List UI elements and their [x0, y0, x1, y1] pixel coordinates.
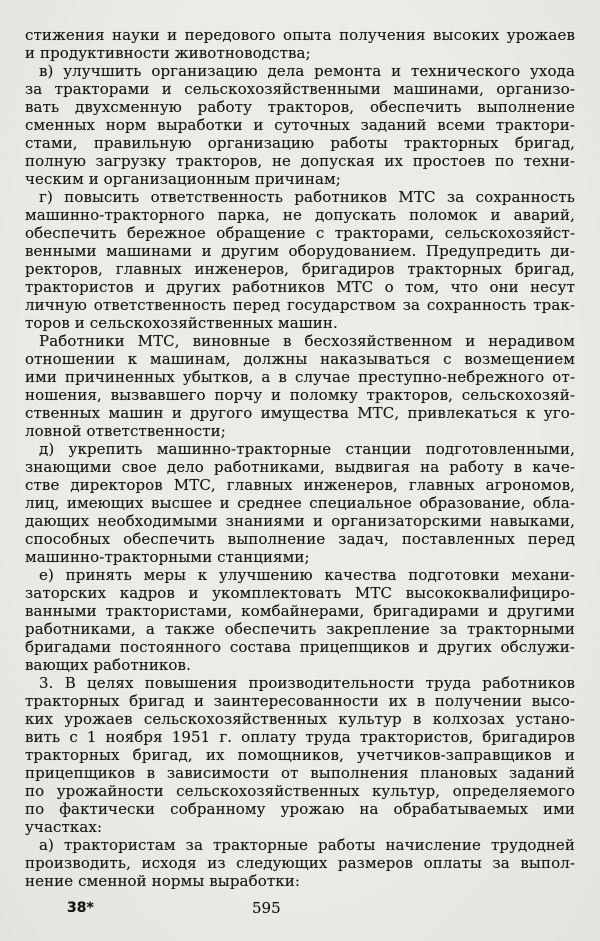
text-line: торов и сельскохозяйственных машин. — [25, 314, 338, 332]
page-footer — [0, 899, 600, 921]
text-line: сменных норм выработки и суточных заданий всеми трактори- — [25, 116, 575, 134]
text-line: по фактически собранному урожаю на обрабатываемых ими — [25, 800, 575, 818]
text-line: ректоров, главных инженеров, бригадиров тракторных бригад, — [25, 260, 575, 278]
text-line: е) принять меры к улучшению качества подготовки механи- — [39, 566, 575, 584]
text-line: вающих работников. — [25, 656, 191, 674]
text-line: способных обеспечить выполнение задач, поставленных перед — [25, 530, 575, 548]
text-line: тракторных бригад, их помощников, учетчиков-заправщиков и — [25, 746, 575, 764]
text-line: заторских кадров и укомплектовать МТС высококвалифициро- — [25, 584, 575, 602]
text-line: знающими свое дело работниками, выдвигая на работу в каче- — [25, 458, 575, 476]
text-line: полную загрузку тракторов, не допуская их простоев по техни- — [25, 152, 575, 170]
text-line: машинно-тракторными станциями; — [25, 548, 310, 566]
text-line: ванными трактористами, комбайнерами, бригадирами и другими — [25, 602, 575, 620]
text-line: дающих необходимыми знаниями и организаторскими навыками, — [25, 512, 575, 530]
text-line: ственных машин и другого имущества МТС, привлекаться к уго- — [25, 404, 575, 422]
text-line: г) повысить ответственность работников МТС за сохранность — [39, 188, 575, 206]
page-text — [25, 26, 575, 890]
text-line: д) укрепить машинно-тракторные станции подготовленными, — [39, 440, 575, 458]
text-line: лиц, имеющих высшее и среднее специальное образование, обла- — [25, 494, 575, 512]
text-line: прицепщиков в зависимости от выполнения плановых заданий — [25, 764, 575, 782]
text-line: по урожайности сельскохозяйственных культур, определяемого — [25, 782, 575, 800]
text-line: отношении к машинам, должны наказываться с возмещением — [25, 350, 575, 368]
text-line: обеспечить бережное обращение с тракторами, сельскохозяйст- — [25, 224, 575, 242]
text-line: личную ответственность перед государством за сохранность трак- — [25, 296, 575, 314]
page-number: 595 — [252, 899, 281, 917]
text-line: стве директоров МТС, главных инженеров, главных агрономов, — [25, 476, 575, 494]
text-line: нение сменной нормы выработки: — [25, 872, 300, 890]
text-line: производить, исходя из следующих размеров оплаты за выпол- — [25, 854, 575, 872]
text-line: ими причиненных убытков, а в случае преступно-небрежного от- — [25, 368, 575, 386]
text-line: тракторных бригад и заинтересованности их в получении высо- — [25, 692, 575, 710]
text-line: и продуктивности животноводства; — [25, 44, 311, 62]
text-line: ловной ответственности; — [25, 422, 226, 440]
text-line: ческим и организационным причинам; — [25, 170, 341, 188]
text-line: бригадами постоянного состава прицепщиков и других обслужи- — [25, 638, 575, 656]
text-line: ношения, вызвавшего порчу и поломку тракторов, сельскохозяй- — [25, 386, 575, 404]
text-line: в) улучшить организацию дела ремонта и технического ухода — [39, 62, 575, 80]
text-line: участках: — [25, 818, 103, 836]
text-line: Работники МТС, виновные в бесхозяйственном и нерадивом — [39, 332, 575, 350]
text-line: а) трактористам за тракторные работы начисление трудодней — [39, 836, 575, 854]
text-line: машинно-тракторного парка, не допускать поломок и аварий, — [25, 206, 575, 224]
signature-mark: 38* — [67, 900, 94, 916]
text-line: ких урожаев сельскохозяйственных культур в колхозах устано- — [25, 710, 575, 728]
text-line: вать двухсменную работу тракторов, обеспечить выполнение — [25, 98, 575, 116]
text-line: венными машинами и другим оборудованием. Предупредить ди- — [25, 242, 575, 260]
text-line: стами, правильную организацию работы тракторных бригад, — [25, 134, 575, 152]
text-line: за тракторами и сельскохозяйственными машинами, организо- — [25, 80, 575, 98]
text-line: вить с 1 ноября 1951 г. оплату труда трактористов, бригадиров — [25, 728, 575, 746]
text-line: трактористов и других работников МТС о том, что они несут — [25, 278, 575, 296]
text-line: работниками, а также обеспечить закрепление за тракторными — [25, 620, 575, 638]
text-line: стижения науки и передового опыта получения высоких урожаев — [25, 26, 575, 44]
text-line: 3. В целях повышения производительности труда работников — [39, 674, 575, 692]
